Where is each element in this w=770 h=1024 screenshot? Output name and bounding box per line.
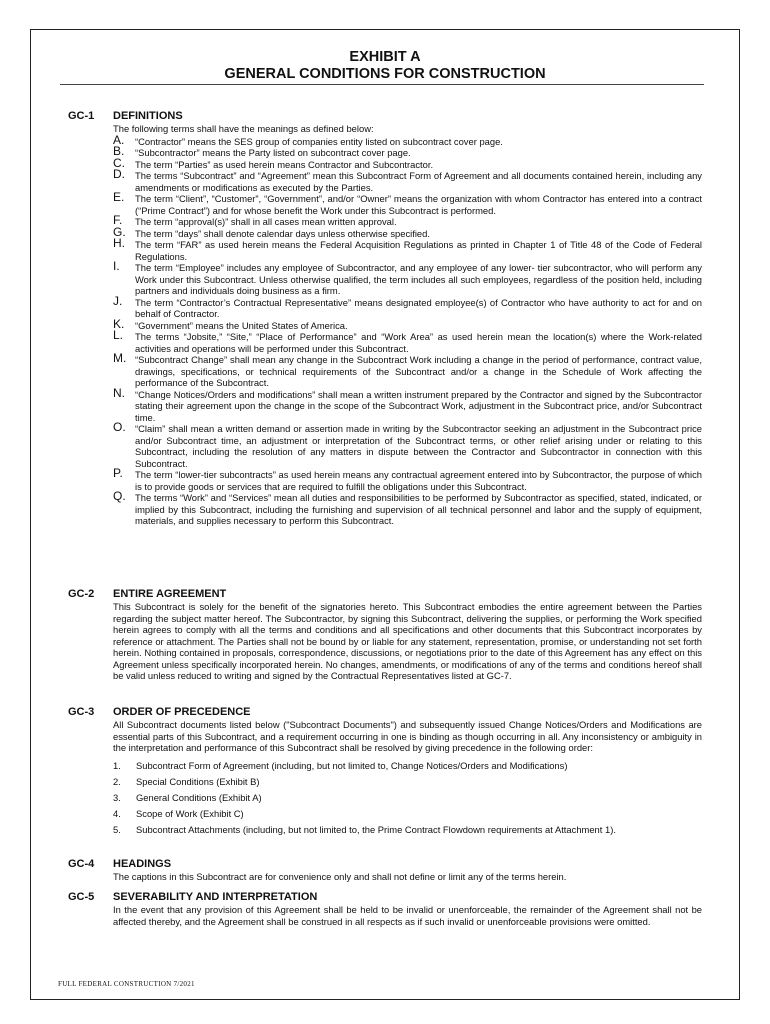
definition-text: The terms “Subcontract” and “Agreement” mean this Subcontract Form of Agreement and all documents contained herein, including any amendments or modifications as executed by the Parties.: [135, 170, 702, 193]
section-code: GC-1: [68, 110, 95, 122]
definition-letter: K.: [113, 316, 125, 331]
precedence-number: 4.: [113, 807, 121, 819]
definition-text: “Contractor” means the SES group of companies entity listed on subcontract cover page.: [135, 135, 503, 147]
section-text: The captions in this Subcontract are for convenience only and shall not define or limit any of the terms herein.: [113, 871, 567, 882]
definition-item: [113, 224, 702, 240]
precedence-item: [113, 792, 702, 808]
section-text: In the event that any provision of this Agreement shall be held to be invalid or unenforceable, the remainder of the Agreement shall not be affected thereby, and the Agreement shall be construed in all respects as if such invalid or unenforceable provisions were omitted.: [113, 904, 702, 927]
section-body: [113, 110, 702, 527]
section-heading: ORDER OF PRECEDENCE: [113, 706, 251, 718]
definition-text: “Government” means the United States of America.: [135, 319, 348, 331]
definition-text: The term “Employee” includes any employee of Subcontractor, and any employee of any lower- tier subcontractor, who will perform any Work under this Subcontract. Unless otherwise qualified, the term includes all such employees, regardless of the position held, including partners and individuals doing business as a firm.: [135, 262, 702, 296]
definition-text: “Claim” shall mean a written demand or assertion made in writing by the Subcontractor seeking an adjustment in the Subcontract price and/or Subcontract time, an adjustment or interpretation of the Subcontract terms, or other relief arising under or relating to this Subcontract, including the resolution of any matters in dispute between the Contractor and Subcontractor in connection with this Subcontract.: [135, 423, 702, 469]
section-heading: SEVERABILITY AND INTERPRETATION: [113, 891, 318, 903]
definitions-list: [113, 132, 702, 527]
definition-text: “Subcontractor” means the Party listed on subcontract cover page.: [135, 147, 411, 158]
title-rule: [60, 84, 704, 85]
definition-text: The terms “Work” and “Services” mean all duties and responsibilities to be performed by Subcontractor as specified, stated, indicated, or implied by this Subcontract, including the furnishing and supervision of all technical personnel and labor and the supply of equipment, materials, and supplies necessary to perform this Subcontract.: [135, 492, 702, 526]
precedence-item: [113, 760, 702, 776]
section-body: [113, 891, 702, 927]
definition-item: [113, 155, 702, 171]
precedence-text: General Conditions (Exhibit A): [136, 791, 262, 803]
precedence-item: [113, 808, 702, 824]
section-body: [113, 858, 702, 883]
definition-item: [113, 259, 702, 297]
section-heading: DEFINITIONS: [113, 110, 183, 122]
definition-letter: H.: [113, 236, 125, 250]
precedence-number: 5.: [113, 823, 121, 835]
definition-text: The term “Contractor’s Contractual Representative” means designated employee(s) of Contractor who have authority to act for and on behalf of Contractor.: [135, 296, 702, 319]
definition-item: [113, 489, 702, 527]
definition-letter: N.: [113, 385, 125, 400]
definition-item: [113, 144, 702, 159]
exhibit-title: EXHIBIT A: [349, 49, 421, 65]
definition-text: The term “days” shall denote calendar days unless otherwise specified.: [135, 227, 430, 239]
definition-letter: M.: [113, 351, 127, 365]
definition-item: [113, 132, 702, 148]
footer-text: FULL FEDERAL CONSTRUCTION 7/2021: [58, 980, 195, 988]
definition-letter: P.: [113, 466, 123, 480]
section-text: All Subcontract documents listed below ("Subcontract Documents") and subsequently issued Change Notices/Orders and Modifications are essential parts of this Subcontract, and a requirement occurring in one is binding as though occurring in all. Any inconsistency or ambiguity in the interpretation and performance of this Subcontract shall be resolved by giving precedence in the following order:: [113, 719, 702, 753]
definition-item: [113, 351, 702, 389]
definition-item: [113, 316, 702, 332]
definitions-intro: The following terms shall have the meanings as defined below:: [113, 123, 374, 134]
definition-item: [113, 167, 702, 193]
section-code: GC-3: [68, 706, 95, 718]
precedence-item: [113, 776, 702, 792]
definition-item: [113, 328, 702, 354]
precedence-number: 2.: [113, 775, 121, 787]
definition-item: [113, 190, 702, 216]
definition-letter: A.: [113, 132, 125, 147]
precedence-text: Scope of Work (Exhibit C): [136, 807, 244, 819]
definition-letter: Q.: [113, 489, 126, 503]
definition-item: [113, 420, 702, 469]
definition-item: [113, 466, 702, 492]
definition-letter: J.: [113, 293, 123, 308]
definition-letter: D.: [113, 167, 125, 181]
section-code: GC-5: [68, 891, 95, 903]
definition-text: The term “approval(s)” shall in all cases mean written approval.: [135, 216, 397, 227]
definition-letter: C.: [113, 155, 125, 170]
section-heading: ENTIRE AGREEMENT: [113, 588, 227, 600]
precedence-number: 3.: [113, 791, 121, 803]
precedence-number: 1.: [113, 759, 121, 771]
definition-item: [113, 236, 702, 262]
definition-letter: G.: [113, 224, 126, 239]
document-title: GENERAL CONDITIONS FOR CONSTRUCTION: [224, 66, 546, 82]
precedence-list: [113, 760, 702, 840]
definition-letter: B.: [113, 144, 125, 158]
definition-text: The terms “Jobsite,” “Site,” “Place of Performance” and “Work Area” as used herein mean the location(s) where the Work-related activities and operations will be performed under this Subcontract.: [135, 331, 702, 354]
definition-item: [113, 293, 702, 320]
precedence-text: Subcontract Form of Agreement (including, but not limited to, Change Notices/Orders and Modifications): [136, 759, 568, 771]
definition-letter: O.: [113, 420, 126, 434]
section-body: [113, 706, 702, 840]
definition-item: [113, 213, 702, 228]
definition-letter: I.: [113, 259, 120, 273]
section-heading: HEADINGS: [113, 858, 172, 870]
definition-text: The term “FAR” as used herein means the Federal Acquisition Regulations as printed in Chapter 1 of Title 48 of the Code of Federal Regulations.: [135, 239, 702, 262]
definition-text: “Subcontract Change” shall mean any change in the Subcontract Work including a change in the period of performance, contract value, drawings, specifications, or technical requirements of the Subcontract and/or a change in the Schedule of Work affecting the performance of the Subcontract.: [135, 354, 702, 388]
definition-letter: F.: [113, 213, 123, 227]
definition-letter: L.: [113, 328, 124, 342]
section-text: This Subcontract is solely for the benefit of the signatories hereto. This Subcontract embodies the entire agreement between the Parties regarding the subject matter hereof. The Subcontractor, by signing this Subcontract, delivering the supplies, or performing the Work specified herein agrees to comply with all the terms and conditions and all specifications and other documents that this Subcontract incorporates by reference or attachment. The Parties shall not be bound by or liable for any statement, representation, promise, or understanding not set forth herein. Nothing contained in proposals, correspondence, discussions, or negotiations prior to the date of this Agreement has any effect on this Agreement unless specifically incorporated herein. No changes, amendments, or modifications of any of the terms and conditions hereof shall be valid unless reduced to writing and signed by the Contractual Representatives listed at GC-7.: [113, 601, 702, 681]
definition-text: “Change Notices/Orders and modifications” shall mean a written instrument prepared by the Contractor and signed by the Subcontractor stating their agreement upon the change in the scope of the Subcontract Work, adjustment in the Subcontract price, and/or Subcontract time.: [135, 388, 702, 423]
definition-item: [113, 385, 702, 424]
precedence-item: [113, 824, 702, 840]
definition-letter: E.: [113, 190, 125, 204]
definition-text: The term “Client”, “Customer”, “Government”, and/or “Owner” means the organization with whom Contractor has entered into a contract (“Prime Contract”) and for whose benefit the Work under this Subcontract is performed.: [135, 193, 702, 216]
definition-text: The term “Parties” as used herein means Contractor and Subcontractor.: [135, 158, 434, 170]
section-code: GC-4: [68, 858, 95, 870]
section-code: GC-2: [68, 588, 95, 600]
precedence-text: Subcontract Attachments (including, but not limited to, the Prime Contract Flowdown requirements at Attachment 1).: [136, 823, 616, 835]
precedence-text: Special Conditions (Exhibit B): [136, 775, 260, 787]
definition-text: The term “lower-tier subcontracts” as used herein means any contractual agreement entered into by Subcontractor, the purpose of which is to provide goods or services that are required to fulfill the obligations under this Subcontract.: [135, 469, 702, 492]
section-body: [113, 588, 702, 682]
